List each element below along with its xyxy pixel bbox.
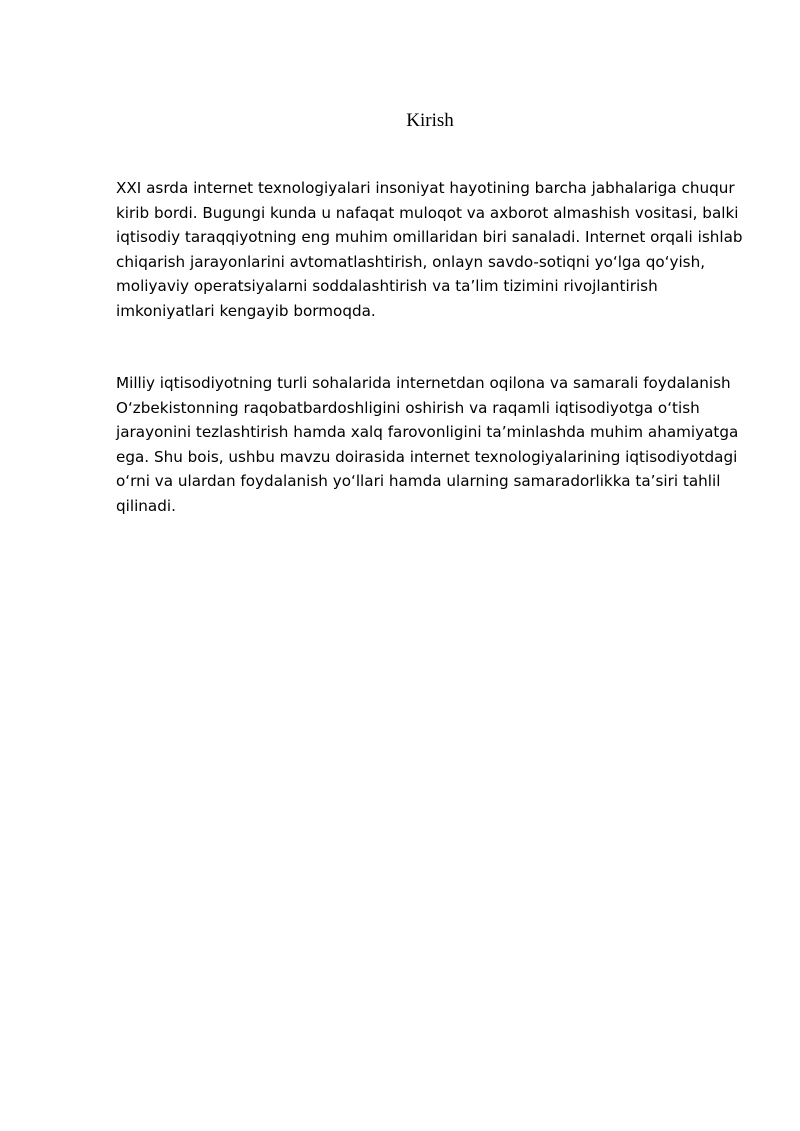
paragraph-line: iqtisodiy taraqqiyotning eng muhim omillaridan biri sanaladi. Internet orqali ishlab — [116, 228, 743, 247]
paragraph-line: qilinadi. — [116, 496, 176, 515]
paragraph-line: moliyaviy operatsiyalarni soddalashtirish va ta’lim tizimini rivojlantirish — [116, 277, 658, 296]
paragraph-line: O‘zbekistonning raqobatbardoshligini oshirish va raqamli iqtisodiyotga o‘tish — [116, 398, 700, 417]
paragraph-line: imkoniyatlari kengayib bormoqda. — [116, 301, 376, 320]
paragraph-line: XXI asrda internet texnologiyalari insoniyat hayotining barcha jabhalariga chuqur — [116, 179, 735, 197]
paragraph-line: chiqarish jarayonlarini avtomatlashtirish, onlayn savdo-sotiqni yo‘lga qo‘yish, — [116, 252, 706, 271]
paragraph-relevance — [116, 371, 756, 519]
paragraph-intro — [116, 176, 756, 324]
paragraph-line: o‘rni va ulardan foydalanish yo‘llari hamda ularning samaradorlikka ta’siri tahlil — [116, 472, 721, 491]
paragraph-line: ega. Shu bois, ushbu mavzu doirasida internet texnologiyalarining iqtisodiyotdagi — [116, 447, 738, 466]
document-title: Kirish — [406, 110, 454, 131]
paragraph-line: kirib bordi. Bugungi kunda u nafaqat muloqot va axborot almashish vositasi, balki — [116, 203, 739, 222]
paragraph-line: jarayonini tezlashtirish hamda xalq farovonligini ta’minlashda muhim ahamiyatga — [116, 423, 739, 442]
paragraph-line: Milliy iqtisodiyotning turli sohalarida internetdan oqilona va samarali foydalanish — [116, 374, 731, 392]
